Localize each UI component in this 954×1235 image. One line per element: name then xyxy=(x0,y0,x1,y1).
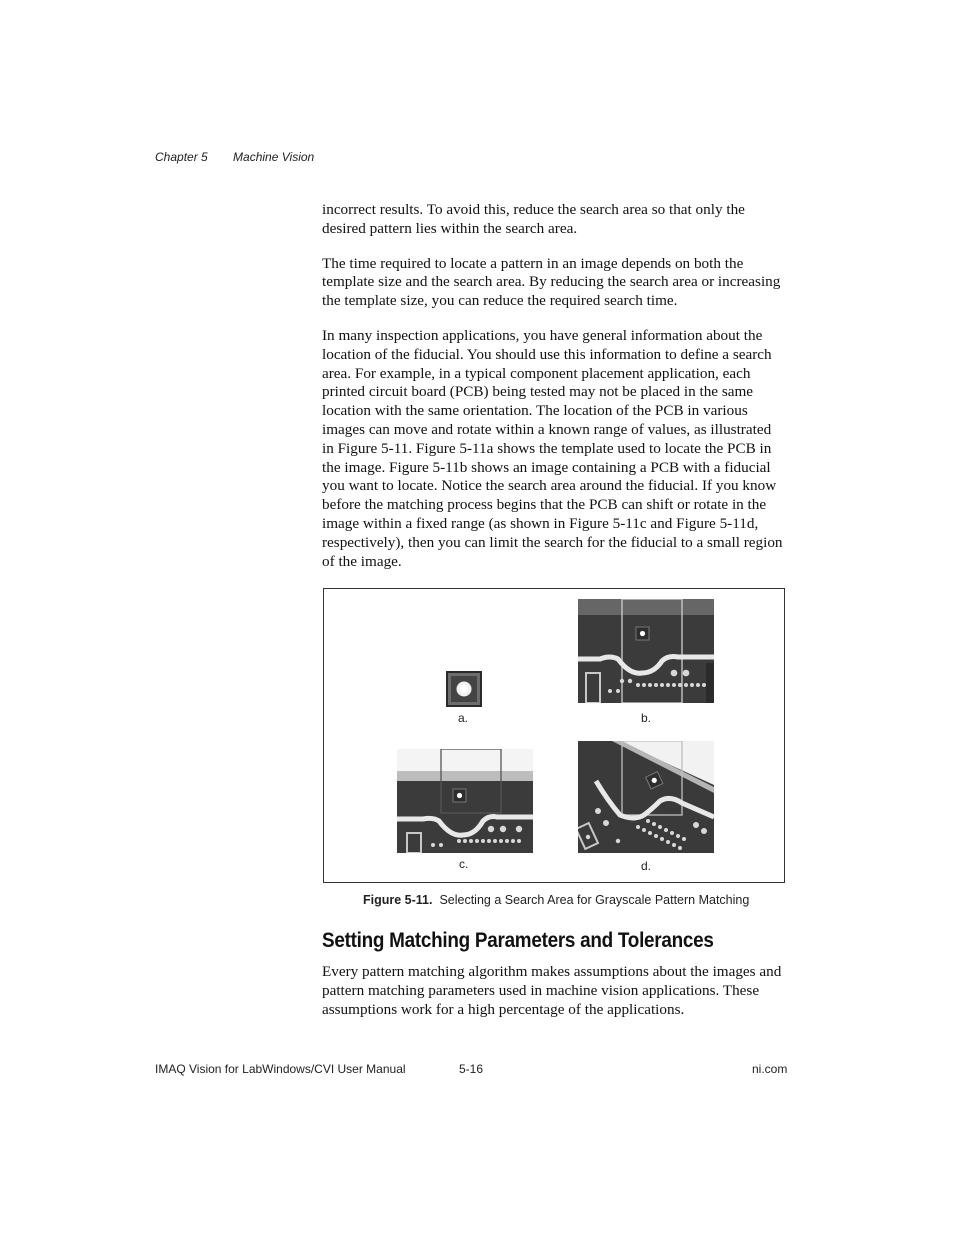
caption-text: Selecting a Search Area for Grayscale Pattern Matching xyxy=(439,893,750,907)
chapter-number: Chapter 5 xyxy=(155,150,208,164)
label-b: b. xyxy=(641,711,652,725)
caption-number: Figure 5-11. xyxy=(363,893,433,907)
section-heading: Setting Matching Parameters and Tolerances xyxy=(322,929,714,952)
label-a: a. xyxy=(458,711,469,725)
template-image xyxy=(446,671,482,707)
label-d: d. xyxy=(641,859,652,873)
footer-page-number: 5-16 xyxy=(459,1062,484,1076)
section-paragraph: Every pattern matching algorithm makes assumptions about the images and pattern matching parameters used in machine vision applications. These assumptions work for a high percentage of the applications. xyxy=(322,963,782,1018)
section-body xyxy=(322,963,786,1035)
footer-website: ni.com xyxy=(752,1062,788,1076)
footer-manual-title: IMAQ Vision for LabWindows/CVI User Manual xyxy=(155,1062,406,1076)
pcb-image-b xyxy=(578,599,714,703)
page-header xyxy=(155,150,336,164)
pcb-image-c xyxy=(397,749,533,853)
paragraph-1: incorrect results. To avoid this, reduce the search area so that only the desired pattern lies within the search area. xyxy=(322,201,745,237)
paragraph-3: In many inspection applications, you have general information about the location of the fiducial. You should use this information to define a search area. For example, in a typical component placement application, each printed circuit board (PCB) being tested may not be placed in the same location with the same orientation. The location of the PCB in various images can move and rotate within a known range of values, as illustrated in Figure 5-11. Figure 5-11a shows the template used to locate the PCB in the image. Figure 5-11b shows an image containing a PCB with a fiducial you want to locate. Notice the search area around the fiducial. If you know before the matching process begins that the PCB can shift or rotate in the image within a fixed range (as shown in Figure 5-11c and Figure 5-11d, respectively), then you can limit the search for the fiducial to a small region of the image. xyxy=(322,326,783,570)
figure-caption xyxy=(363,893,749,907)
paragraph-2: The time required to locate a pattern in an image depends on both the template size and the search area. By reducing the search area or increasing the template size, you can reduce the required search time. xyxy=(322,254,781,310)
body-text xyxy=(322,201,786,587)
pcb-image-d xyxy=(578,741,714,853)
chapter-title: Machine Vision xyxy=(233,150,315,164)
figure-5-11 xyxy=(323,588,785,883)
label-c: c. xyxy=(459,857,469,871)
